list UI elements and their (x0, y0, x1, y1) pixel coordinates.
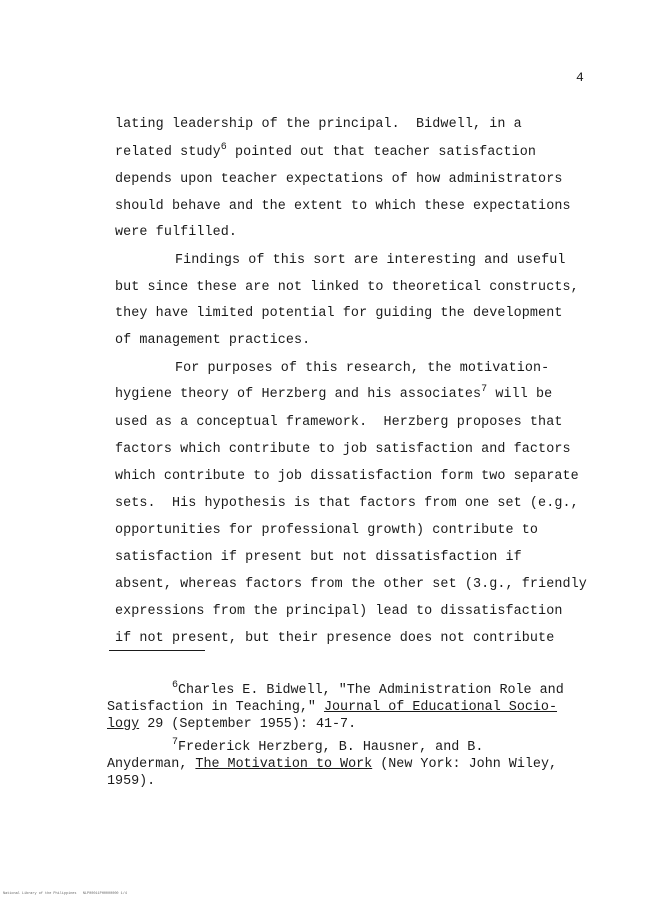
footnote-ref-7: 7 (481, 384, 488, 395)
journal-title: logy (107, 717, 140, 732)
body-line: depends upon teacher expectations of how administrators (115, 172, 563, 187)
body-line: satisfaction if present but not dissatisfaction if (115, 550, 522, 565)
footnote-text: Charles E. Bidwell, "The Administration Role and (178, 683, 564, 698)
page-number: 4 (576, 70, 584, 85)
body-line: factors which contribute to job satisfaction and factors (115, 442, 571, 457)
body-line-part: will be (487, 387, 553, 402)
footnote-text: Anyderman, (107, 757, 196, 772)
footnote-divider (109, 650, 205, 651)
footnote-6-line (107, 717, 356, 732)
body-line: were fulfilled. (115, 225, 238, 240)
body-line (115, 384, 553, 402)
body-line-part: related study (115, 145, 221, 160)
scan-footer: National Library of the Philippines NLP00011PH0000000 1/4 (3, 892, 127, 896)
footnote-text: Satisfaction in Teaching," (107, 700, 324, 715)
body-line: opportunities for professional growth) contribute to (115, 523, 539, 538)
body-line: but since these are not linked to theoretical constructs, (115, 280, 579, 295)
footnote-7-line (107, 757, 557, 772)
body-line: sets. His hypothesis is that factors from one set (e.g., (115, 496, 579, 511)
body-line-part: hygiene theory of Herzberg and his associates (115, 387, 482, 402)
footnote-text: (New York: John Wiley, (372, 757, 558, 772)
body-line: should behave and the extent to which these expectations (115, 199, 571, 214)
body-line: expressions from the principal) lead to dissatisfaction (115, 604, 563, 619)
footnote-7-line: 1959). (107, 774, 156, 789)
body-line: which contribute to job dissatisfaction form two separate (115, 469, 579, 484)
body-line: used as a conceptual framework. Herzberg proposes that (115, 415, 563, 430)
footnote-mark-7: 7 (172, 737, 179, 748)
body-line: absent, whereas factors from the other set (3.g., friendly (115, 577, 587, 592)
journal-title: Journal of Educational Socio- (323, 700, 558, 715)
body-line: For purposes of this research, the motivation- (175, 361, 550, 376)
body-line: lating leadership of the principal. Bidwell, in a (115, 117, 522, 132)
footnote-text: 29 (September 1955): 41-7. (139, 717, 357, 732)
body-line: of management practices. (115, 333, 311, 348)
body-line: Findings of this sort are interesting and useful (175, 253, 566, 268)
footnote-6-line (172, 680, 564, 698)
footnote-text: Frederick Herzberg, B. Hausner, and B. (178, 740, 484, 755)
footnote-7-line (172, 737, 484, 755)
footnote-mark-6: 6 (172, 680, 179, 691)
body-line (115, 142, 537, 160)
body-line: they have limited potential for guiding the development (115, 306, 563, 321)
book-title: The Motivation to Work (195, 757, 373, 772)
footnote-ref-6: 6 (220, 142, 227, 153)
body-line: if not present, but their presence does not contribute (115, 631, 555, 646)
body-line-part: pointed out that teacher satisfaction (226, 145, 537, 160)
footnote-6-line (107, 700, 557, 715)
